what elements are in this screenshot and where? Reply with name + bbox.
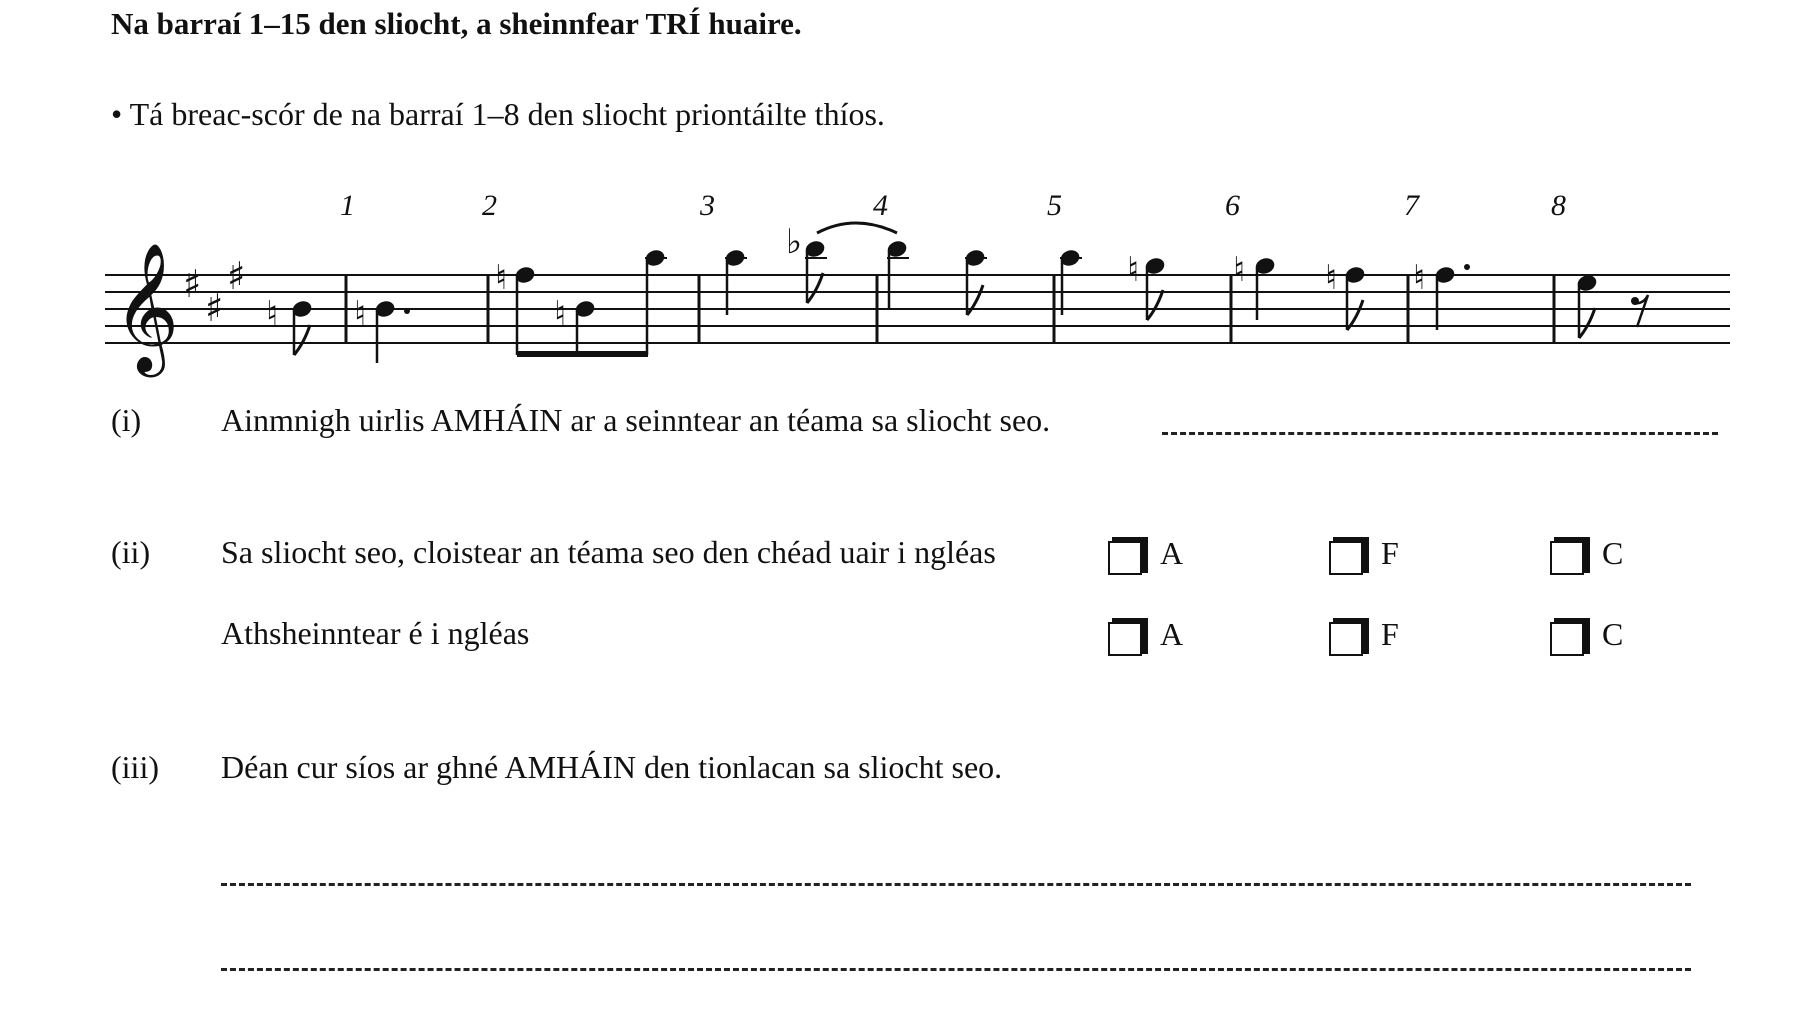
- option-key-c-repeat[interactable]: [1550, 616, 1623, 653]
- checkbox-icon[interactable]: [1108, 537, 1142, 571]
- option-key-c-first[interactable]: [1550, 535, 1623, 572]
- option-label: C: [1602, 616, 1624, 652]
- question-1-text: Ainmnigh uirlis AMHÁIN ar a seinntear an téama sa sliocht seo.: [221, 402, 1051, 438]
- option-key-a-first[interactable]: [1108, 535, 1183, 572]
- sharp-icon: ♯: [205, 286, 224, 330]
- natural-icon: ♮: [1325, 258, 1338, 298]
- question-1-number: (i): [111, 402, 142, 438]
- natural-icon: ♮: [495, 258, 508, 298]
- question-1-answer-line[interactable]: [1162, 432, 1718, 435]
- checkbox-icon[interactable]: [1550, 618, 1584, 652]
- natural-icon: ♮: [354, 294, 367, 334]
- question-2-line1-text: Sa sliocht seo, cloistear an téama seo den chéad uair i ngléas: [221, 534, 996, 570]
- tie: [817, 223, 897, 233]
- option-label: F: [1381, 616, 1399, 652]
- bar-number: 7: [1404, 189, 1419, 222]
- natural-icon: ♮: [554, 294, 567, 334]
- option-key-f-repeat[interactable]: [1329, 616, 1399, 653]
- question-2-number: (ii): [111, 534, 151, 570]
- question-3-answer-line[interactable]: [221, 968, 1691, 971]
- checkbox-icon[interactable]: [1108, 618, 1142, 652]
- key-signature: [183, 254, 245, 330]
- treble-clef-icon: 𝄞: [113, 242, 180, 372]
- option-key-a-repeat[interactable]: [1108, 616, 1183, 653]
- score-instruction: • Tá breac-scór de na barraí 1–8 den sliocht priontáilte thíos.: [111, 96, 885, 132]
- bar-number: 5: [1047, 189, 1062, 222]
- sharp-icon: ♯: [227, 254, 246, 298]
- natural-icon: ♮: [1413, 258, 1426, 298]
- music-score: [105, 185, 1730, 385]
- eighth-rest-icon: [1631, 295, 1648, 327]
- question-3-answer-line[interactable]: [221, 883, 1691, 886]
- question-3-number: (iii): [111, 749, 159, 785]
- option-label: F: [1381, 535, 1399, 571]
- staff-lines: [105, 275, 1730, 343]
- section-heading: Na barraí 1–15 den sliocht, a sheinnfear TRÍ huaire.: [111, 6, 802, 41]
- bar-number: 3: [700, 189, 715, 222]
- natural-icon: ♮: [1233, 250, 1246, 290]
- option-label: C: [1602, 535, 1624, 571]
- question-3-text: Déan cur síos ar ghné AMHÁIN den tionlacan sa sliocht seo.: [221, 749, 1003, 785]
- checkbox-icon[interactable]: [1550, 537, 1584, 571]
- sharp-icon: ♯: [183, 262, 202, 306]
- natural-icon: ♮: [1127, 250, 1140, 290]
- flat-icon: ♭: [786, 222, 803, 262]
- bar-number: 1: [340, 189, 355, 222]
- option-label: A: [1160, 535, 1184, 571]
- option-label: A: [1160, 616, 1184, 652]
- bar-number: 2: [482, 189, 497, 222]
- bar-number: 8: [1551, 189, 1566, 222]
- option-key-f-first[interactable]: [1329, 535, 1399, 572]
- bar-number: 6: [1225, 189, 1240, 222]
- checkbox-icon[interactable]: [1329, 537, 1363, 571]
- natural-icon: ♮: [266, 294, 279, 334]
- question-2-line2-text: Athsheinntear é i ngléas: [221, 615, 530, 651]
- bar-number: 4: [873, 189, 888, 222]
- checkbox-icon[interactable]: [1329, 618, 1363, 652]
